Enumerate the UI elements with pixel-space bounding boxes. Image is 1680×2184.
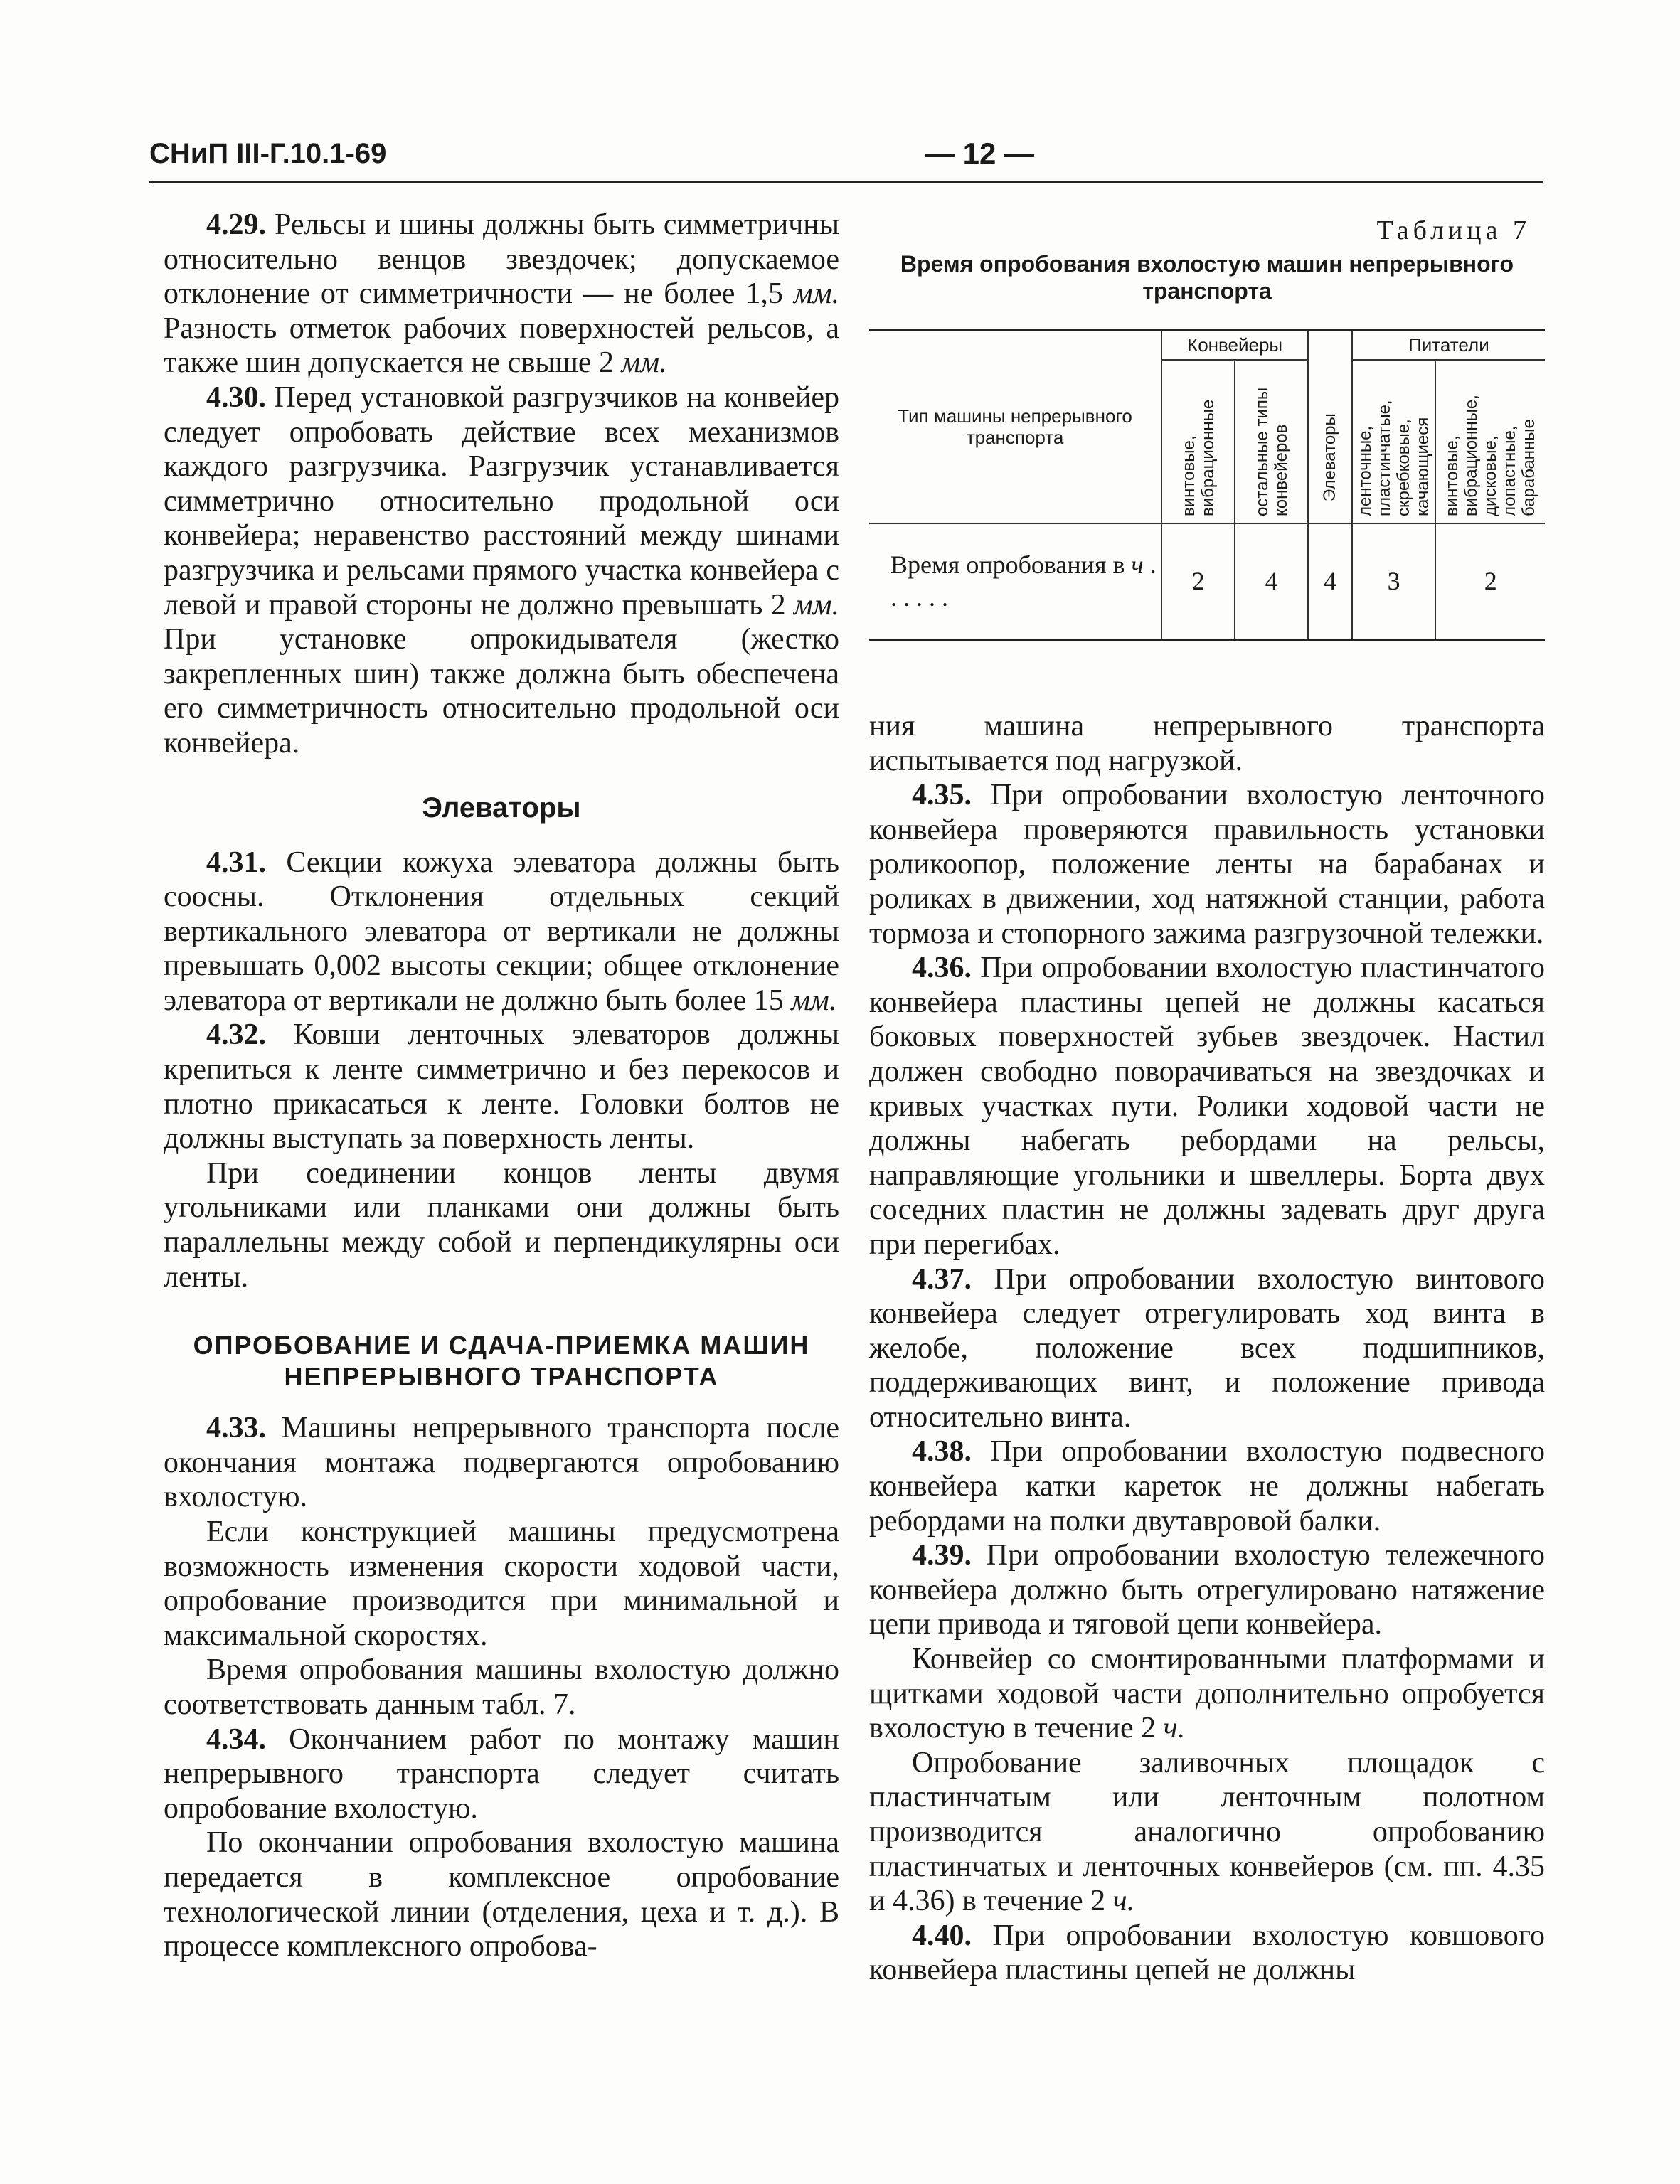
paragraph-4-39-c: Опробование заливочных площадок с пластинчатым или ленточным полотном производится аналогично опробованию пластинчатых и ленточных конвейеров (см. пп. 4.35 и 4.36) в течение 2 ч.: [869, 1746, 1545, 1918]
left-column: [164, 208, 839, 1964]
table-label: Таблица 7: [1376, 215, 1531, 245]
paragraph-4-40: 4.40. При опробовании вхолостую ковшового конвейера пластины цепей не должны: [869, 1919, 1545, 1987]
value-cell: 4: [1235, 523, 1308, 640]
paragraph-4-36: 4.36. При опробовании вхолостую пластинчатого конвейера пластины цепей не должны касаться боковых поверхностей зубьев звездочек. Настил должен свободно поворачиваться на звездочках и кривых участках пути. Ролики ходовой части не должны набегать ребордами на рельсы, направляющие угольники и швеллеры. Борта двух соседних пластин не должны задевать друг друга при перегибах.: [869, 952, 1545, 1261]
type-header: Тип машины непрерывного транспорта: [869, 330, 1161, 523]
value-cell: 4: [1308, 523, 1352, 640]
value-cell: 3: [1352, 523, 1436, 640]
paragraph-4-39: 4.39. При опробовании вхолостую тележечного конвейера должно быть отрегулировано натяжение цепи привода и тяговой цепи конвейера.: [869, 1539, 1545, 1641]
document-code: СНиП III-Г.10.1-69: [149, 138, 387, 169]
header-rule: [149, 181, 1543, 183]
paragraph-4-31: 4.31. Секции кожуха элеватора должны быть соосны. Отклонения отдельных секций вертикального элеватора от вертикали не должны превышать 0,002 высоты секции; общее отклонение элеватора от вертикали не должно быть более 15 мм.: [164, 846, 839, 1017]
col-other-conveyors: остальные типы конвейеров: [1235, 360, 1308, 523]
paragraph-4-34-b: По окончании опробования вхолостую машина передается в комплексное опробование технологической линии (отделения, цеха и т. д.). В процессе комплексного опробова-: [164, 1826, 839, 1964]
paragraph-4-38: 4.38. При опробовании вхолостую подвесного конвейера катки кареток не должны набегать ребордами на полки двутавровой балки.: [869, 1435, 1545, 1538]
elevators-heading: Элеваторы: [422, 792, 581, 824]
value-cell: 2: [1435, 523, 1545, 640]
col-screw-vibr: винтовые, вибрационные: [1161, 360, 1235, 523]
table-7: [869, 329, 1545, 641]
continued-text: ния машина непрерывного транспорта испытывается под нагрузкой.: [869, 710, 1545, 777]
paragraph-4-33-b: Если конструкцией машины предусмотрена возможность изменения скорости ходовой части, опробование производится при минимальной и максимальной скоростях.: [164, 1516, 839, 1652]
col-elevators: Элеваторы: [1308, 330, 1352, 523]
paragraph-4-34: 4.34. Окончанием работ по монтажу машин непрерывного транспорта следует считать опробование вхолостую.: [164, 1722, 839, 1825]
group-conveyors: Конвейеры: [1161, 330, 1308, 360]
paragraph-4-30: 4.30. Перед установкой разгрузчиков на конвейер следует опробовать действие всех механизмов каждого разгрузчика. Разгрузчик устанавливается симметрично относительно продольной оси конвейера; неравенство расстояний между шинами разгрузчика и рельсами прямого участка конвейера с левой и правой стороны не должно превышать 2 мм. При установке опрокидывателя (жестко закрепленных шин) также должна быть обеспечена его симметричность относительно продольной оси конвейера.: [164, 380, 839, 760]
section-heading: ОПРОБОВАНИЕ И СДАЧА-ПРИЕМКА МАШИН НЕПРЕРЫВНОГО ТРАНСПОРТА: [193, 1331, 810, 1392]
paragraph-4-39-b: Конвейер со смонтированными платформами и щитками ходовой части дополнительно опробуется вхолостую в течение 2 ч.: [869, 1643, 1545, 1745]
paragraph-4-33-c: Время опробования машины вхолостую должно соответствовать данным табл. 7.: [164, 1653, 839, 1721]
group-feeders: Питатели: [1352, 330, 1545, 360]
page-number: — 12 —: [925, 137, 1035, 170]
table-caption: Время опробования вхолостую машин непрерывного транспорта: [900, 251, 1514, 304]
col-feeders-screw: винтовые, вибрационные, дисковые, лопастные, барабанные: [1435, 360, 1545, 523]
right-column: [869, 208, 1545, 1988]
col-feeders-belt: ленточные, пластинчатые, скребковые, качающиеся: [1352, 360, 1436, 523]
value-cell: 2: [1161, 523, 1235, 640]
paragraph-4-29: 4.29. Рельсы и шины должны быть симметричны относительно венцов звездочек; допускаемое отклонение от симметричности — не более 1,5 мм. Разность отметок рабочих поверхностей рельсов, а также шин допускается не свыше 2 мм.: [164, 208, 839, 380]
paragraph-4-35: 4.35. При опробовании вхолостую ленточного конвейера проверяются правильность установки роликоопор, положение ленты на барабанах и роликах в движении, ход натяжной станции, работа тормоза и стопорного зажима разгрузочной тележки.: [869, 779, 1545, 950]
paragraph-4-32-b: При соединении концов ленты двумя угольниками или планками они должны быть параллельны между собой и перпендикулярны оси ленты.: [164, 1156, 839, 1294]
paragraph-4-33: 4.33. Машины непрерывного транспорта после окончания монтажа подвергаются опробованию вхолостую.: [164, 1412, 839, 1514]
paragraph-4-32: 4.32. Ковши ленточных элеваторов должны крепиться к ленте симметрично и без перекосов и плотно прикасаться к ленте. Головки болтов не должны выступать за поверхность ленты.: [164, 1018, 839, 1156]
paragraph-4-37: 4.37. При опробовании вхолостую винтового конвейера следует отрегулировать ход винта в желобе, положение всех подшипников, поддерживающих винт, и положение привода относительно винта.: [869, 1262, 1545, 1434]
row-label: Время опробования в ч . . . . . .: [869, 523, 1161, 640]
